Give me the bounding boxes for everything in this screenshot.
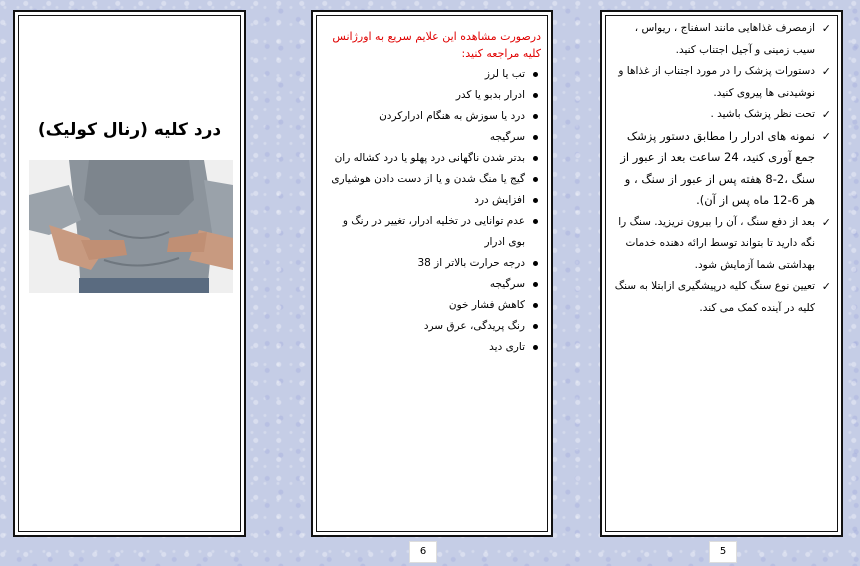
list-item: تاری دید xyxy=(323,337,541,358)
list-item xyxy=(614,212,831,277)
advice-text: دستورات پزشک را در مورد اجتناب از غذاها و نوشیدنی ها پیروی کنید. xyxy=(618,65,815,99)
symptoms-panel xyxy=(311,10,553,537)
list-item: درد یا سوزش به هنگام ادرارکردن xyxy=(323,106,541,127)
list-item: تب یا لرز xyxy=(323,64,541,85)
checkmark-icon: ✓ xyxy=(821,108,831,121)
list-item xyxy=(614,61,831,104)
back-pain-photo xyxy=(29,160,233,293)
page-number: 5 xyxy=(709,541,737,563)
checkmark-icon: ✓ xyxy=(821,22,831,35)
checkmark-icon: ✓ xyxy=(821,129,831,143)
emergency-warning: درصورت مشاهده این علایم سریع به اورژانس کلیه مراجعه کنید: xyxy=(332,30,541,60)
list-item: ادرار بدبو یا کدر xyxy=(323,85,541,106)
list-item: رنگ پریدگی، عرق سرد xyxy=(323,316,541,337)
list-item: سرگیجه xyxy=(323,274,541,295)
list-item xyxy=(614,104,831,126)
advice-text: بعد از دفع سنگ ، آن را بیرون نریزید. سنگ را نگه دارید تا بتواند توسط ارائه دهنده خدمات بهداشتی شما آزمایش شود. xyxy=(618,215,815,271)
page-title: درد کلیه (رنال کولیک) xyxy=(37,120,222,140)
list-item: کاهش فشار خون xyxy=(323,295,541,316)
symptom-list xyxy=(323,64,541,358)
checkmark-icon: ✓ xyxy=(821,65,831,78)
checkmark-icon: ✓ xyxy=(821,215,831,229)
advice-list xyxy=(614,18,831,319)
list-item xyxy=(614,18,831,61)
list-item xyxy=(614,276,831,319)
page-number: 6 xyxy=(409,541,437,563)
list-item: سرگیجه xyxy=(323,127,541,148)
advice-text: تعیین نوع سنگ کلیه درپیشگیری ازابتلا به سنگ کلیه در آینده کمک می کند. xyxy=(614,280,815,314)
list-item: گیج یا منگ شدن و یا از دست دادن هوشیاری xyxy=(323,169,541,190)
checkmark-icon: ✓ xyxy=(821,280,831,293)
list-item xyxy=(614,126,831,212)
cover-panel xyxy=(13,10,246,537)
advice-text: تحت نظر پزشک باشید . xyxy=(710,108,815,120)
list-item: عدم توانایی در تخلیه ادرار، تغییر در رنگ و بوی ادرار xyxy=(323,211,541,253)
list-item: بدتر شدن ناگهانی درد پهلو یا درد کشاله ران xyxy=(323,148,541,169)
advice-panel xyxy=(600,10,843,537)
symptoms-content xyxy=(323,28,541,358)
advice-text: ازمصرف غذاهایی مانند اسفناج ، ریواس ، سیب زمینی و آجیل اجتناب کنید. xyxy=(634,22,815,56)
advice-text: نمونه های ادرار را مطابق دستور پزشک جمع آوری کنید، 24 ساعت بعد از عبور از سنگ ،2-8 هفته پس از عبور از سنگ ، و هر 6-12 ماه پس از آن). xyxy=(620,128,815,207)
list-item: درجه حرارت بالاتر از 38 xyxy=(323,253,541,274)
list-item: افزایش درد xyxy=(323,190,541,211)
